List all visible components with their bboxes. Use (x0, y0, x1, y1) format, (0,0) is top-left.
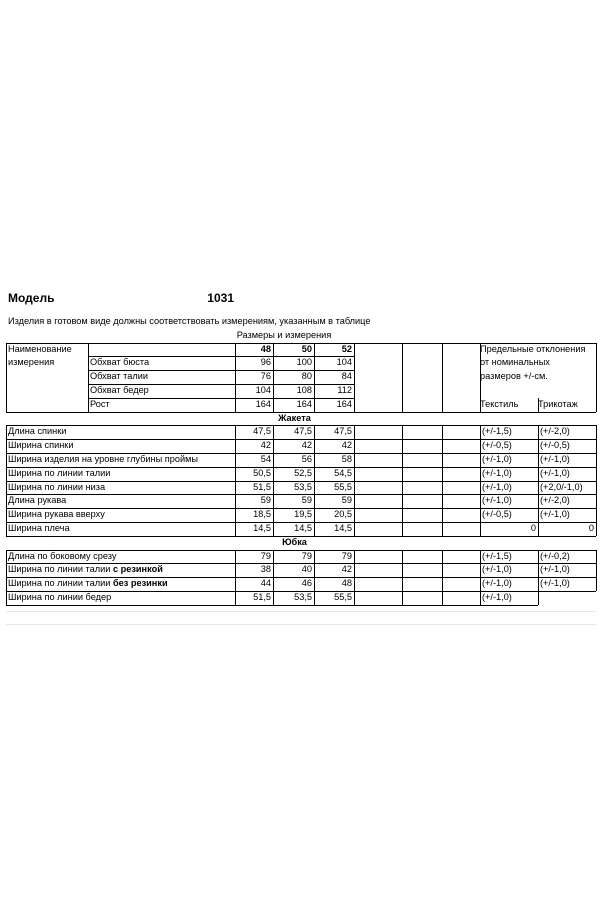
skirt-value: 53,5 (294, 591, 312, 602)
jacket-knit: (+2,0/-1,0) (540, 481, 583, 492)
col-textile-header: Текстиль (480, 398, 519, 409)
skirt-label: Ширина по линии талии с резинкой (8, 564, 163, 575)
head-row-hips (6, 384, 596, 398)
jacket-value: 59 (341, 495, 352, 506)
size-50: 50 (301, 343, 312, 354)
jacket-textile: (+/-1,0) (482, 467, 512, 478)
jacket-value: 14,5 (253, 522, 271, 533)
note-row (6, 315, 596, 329)
jacket-row (6, 508, 596, 522)
col-knit-header: Трикотаж (538, 398, 578, 409)
head-label: Обхват бюста (90, 357, 150, 368)
sizes-caption-row (6, 329, 596, 343)
head-row-height (6, 398, 596, 412)
skirt-label: Длина по боковому срезу (8, 550, 117, 561)
jacket-row (6, 494, 596, 508)
jacket-label: Ширина плеча (8, 522, 70, 533)
deviation-line3: размеров +/-см. (480, 371, 548, 382)
jacket-row (6, 467, 596, 481)
jacket-textile: (+/-1,0) (482, 481, 512, 492)
skirt-value: 55,5 (334, 591, 352, 602)
head-value: 112 (337, 384, 352, 395)
jacket-row (6, 453, 596, 467)
skirt-row (6, 591, 596, 605)
jacket-knit: (+/-2,0) (540, 426, 570, 437)
jacket-row (6, 425, 596, 439)
skirt-value: 42 (341, 564, 352, 575)
measurement-sheet (6, 287, 596, 625)
head-value: 164 (255, 398, 271, 409)
head-label: Рост (90, 398, 110, 409)
jacket-value: 42 (301, 440, 312, 451)
jacket-value: 47,5 (253, 426, 271, 437)
head-label: Обхват бедер (90, 384, 149, 395)
model-label: Модель (8, 291, 55, 305)
jacket-knit: (+/-1,0) (540, 509, 570, 520)
skirt-value: 79 (301, 550, 312, 561)
head-value: 76 (260, 371, 271, 382)
jacket-row (6, 439, 596, 453)
skirt-title: Юбка (282, 536, 307, 547)
skirt-value: 40 (301, 564, 312, 575)
skirt-value: 51,5 (253, 591, 271, 602)
jacket-label: Ширина рукава вверху (8, 509, 105, 520)
skirt-value: 48 (341, 578, 352, 589)
note-text: Изделия в готовом виде должны соответствовать измерениям, указанным в таблице (8, 316, 371, 326)
jacket-value: 19,5 (294, 509, 312, 520)
jacket-label: Длина рукава (8, 495, 67, 506)
head-value: 108 (296, 384, 312, 395)
jacket-textile: (+/-0,5) (482, 509, 512, 520)
name-label-line1: Наименование (8, 343, 72, 354)
head-value: 84 (341, 371, 352, 382)
size-48: 48 (260, 343, 271, 354)
jacket-label: Ширина спинки (8, 440, 74, 451)
jacket-textile: (+/-1,0) (482, 453, 512, 464)
skirt-label: Ширина по линии талии без резинки (8, 578, 168, 589)
skirt-table (6, 550, 596, 605)
jacket-knit: (+/-0,5) (540, 440, 570, 451)
jacket-value: 56 (301, 453, 312, 464)
jacket-value: 59 (260, 495, 271, 506)
jacket-knit: 0 (588, 522, 594, 533)
jacket-value: 52,5 (294, 467, 312, 478)
skirt-textile: (+/-1,0) (482, 578, 512, 589)
jacket-label: Ширина по линии талии (8, 467, 111, 478)
skirt-row (6, 577, 596, 591)
head-row-sizes (6, 343, 596, 357)
jacket-value: 55,5 (334, 481, 352, 492)
skirt-textile: (+/-1,0) (482, 591, 512, 602)
jacket-knit: (+/-1,0) (540, 467, 570, 478)
jacket-knit: (+/-2,0) (540, 495, 570, 506)
skirt-value: 46 (301, 578, 312, 589)
jacket-textile: (+/-1,5) (482, 426, 512, 437)
skirt-value: 79 (341, 550, 352, 561)
jacket-value: 14,5 (334, 522, 352, 533)
head-value: 104 (255, 384, 271, 395)
jacket-value: 50,5 (253, 467, 271, 478)
jacket-value: 58 (341, 453, 352, 464)
head-table (6, 343, 596, 412)
jacket-value: 54,5 (334, 467, 352, 478)
skirt-row (6, 563, 596, 577)
jacket-value: 47,5 (334, 426, 352, 437)
jacket-value: 53,5 (294, 481, 312, 492)
jacket-value: 51,5 (253, 481, 271, 492)
jacket-title-row (6, 412, 596, 426)
empty-grid-area (6, 605, 596, 625)
skirt-knit: (+/-0,2) (540, 550, 570, 561)
head-value: 80 (301, 371, 312, 382)
jacket-label: Длина спинки (8, 426, 67, 437)
skirt-title-row (6, 536, 596, 550)
jacket-value: 42 (341, 440, 352, 451)
head-label: Обхват талии (90, 371, 148, 382)
skirt-value: 44 (260, 578, 271, 589)
head-value: 100 (296, 357, 312, 368)
jacket-row (6, 481, 596, 495)
skirt-label: Ширина по линии бедер (8, 591, 112, 602)
skirt-value: 79 (260, 550, 271, 561)
head-row-bust (6, 356, 596, 370)
jacket-value: 18,5 (253, 509, 271, 520)
jacket-table (6, 425, 596, 535)
head-value: 164 (296, 398, 312, 409)
deviation-line2: от номинальных (480, 357, 550, 368)
name-label-line2: измерения (8, 357, 55, 368)
skirt-value: 38 (260, 564, 271, 575)
size-52: 52 (341, 343, 352, 354)
deviation-line1: Предельные отклонения (480, 343, 586, 354)
jacket-textile: (+/-1,0) (482, 495, 512, 506)
skirt-textile: (+/-1,0) (482, 564, 512, 575)
skirt-knit: (+/-1,0) (540, 564, 570, 575)
title-row (6, 287, 596, 309)
skirt-row (6, 550, 596, 564)
head-value: 96 (260, 357, 271, 368)
skirt-knit (540, 591, 596, 605)
jacket-textile: 0 (530, 522, 536, 533)
model-number: 1031 (207, 291, 234, 305)
jacket-label: Ширина изделия на уровне глубины проймы (8, 453, 198, 464)
jacket-row (6, 522, 596, 536)
skirt-textile: (+/-1,5) (482, 550, 512, 561)
jacket-knit: (+/-1,0) (540, 453, 570, 464)
jacket-value: 14,5 (294, 522, 312, 533)
sizes-caption: Размеры и измерения (236, 329, 332, 340)
skirt-knit: (+/-1,0) (540, 578, 570, 589)
head-row-waist (6, 370, 596, 384)
jacket-textile: (+/-0,5) (482, 440, 512, 451)
jacket-title: Жакета (278, 412, 311, 423)
head-value: 164 (336, 398, 352, 409)
jacket-value: 20,5 (334, 509, 352, 520)
jacket-value: 59 (301, 495, 312, 506)
head-value: 104 (336, 357, 352, 368)
jacket-value: 47,5 (294, 426, 312, 437)
jacket-value: 42 (260, 440, 271, 451)
jacket-label: Ширина по линии низа (8, 481, 106, 492)
jacket-value: 54 (260, 453, 271, 464)
